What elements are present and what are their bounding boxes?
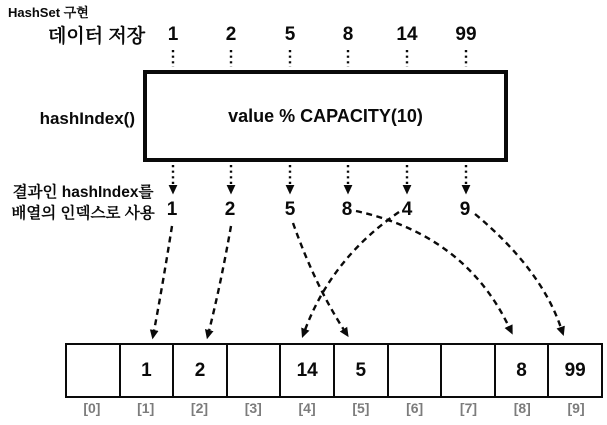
array-cell-4	[279, 345, 333, 396]
result-caption	[4, 182, 162, 224]
index-label-0: [0]	[83, 400, 101, 416]
array-index-labels	[65, 400, 603, 416]
hash-to-result-dotted-arrows	[173, 165, 466, 186]
index-label-3: [3]	[244, 400, 262, 416]
input-value-14: 14	[396, 24, 418, 45]
index-label-9: [9]	[567, 400, 585, 416]
page-title: HashSet 구현	[8, 5, 89, 20]
array-cell-1	[119, 345, 173, 396]
cell-value: 14	[296, 359, 318, 381]
cell-value: 1	[141, 359, 152, 381]
array-cell-8	[494, 345, 548, 396]
array-cell-5	[333, 345, 387, 396]
array-cell-3	[226, 345, 280, 396]
array-cell-7	[440, 345, 494, 396]
result-to-cell-dashed-arrows	[154, 211, 561, 331]
input-value-2: 2	[225, 24, 237, 45]
index-label-2: [2]	[190, 400, 209, 416]
index-label-1: [1]	[137, 400, 155, 416]
hash-result-9: 9	[459, 199, 471, 220]
index-label-6: [6]	[406, 400, 424, 416]
input-value-5: 5	[284, 24, 296, 45]
dashed-arrow-9-to-index-9	[475, 214, 561, 328]
result-caption-line2: 배열의 인덱스로 사용	[11, 205, 155, 222]
input-value-99: 99	[455, 24, 477, 45]
cell-value: 5	[355, 359, 367, 381]
cell-value: 2	[194, 359, 206, 381]
index-label-8: [8]	[513, 400, 531, 416]
hash-result-1: 1	[166, 199, 178, 220]
index-label-4: [4]	[298, 400, 316, 416]
input-to-hash-dotted-lines	[173, 50, 466, 67]
cell-value: 99	[564, 359, 586, 381]
hash-formula: value % CAPACITY(10)	[228, 105, 423, 126]
result-caption-line1: 결과인 hashIndex를	[12, 184, 154, 201]
data-store-label: 데이터 저장	[48, 26, 146, 47]
array-cell-9	[547, 345, 601, 396]
dashed-arrow-2-to-index-2	[209, 226, 231, 331]
cell-value: 8	[516, 359, 527, 381]
index-label-7: [7]	[459, 400, 478, 416]
array-cell-0	[67, 345, 119, 396]
hash-function-box	[143, 70, 508, 162]
hash-result-2: 2	[224, 199, 236, 220]
dashed-arrow-1-to-index-1	[154, 226, 172, 331]
hash-array	[65, 343, 603, 398]
index-label-5: [5]	[352, 400, 370, 416]
dashed-arrow-5-to-index-5	[293, 223, 344, 330]
array-cell-2	[172, 345, 226, 396]
hash-function-label: hashIndex()	[39, 109, 135, 128]
input-value-8: 8	[342, 24, 354, 45]
hash-result-4: 4	[401, 199, 413, 220]
hash-result-5: 5	[284, 199, 296, 220]
input-value-1: 1	[167, 24, 179, 45]
array-cell-6	[387, 345, 441, 396]
dashed-arrow-4-to-index-4	[305, 212, 399, 330]
hash-result-8: 8	[341, 199, 353, 220]
